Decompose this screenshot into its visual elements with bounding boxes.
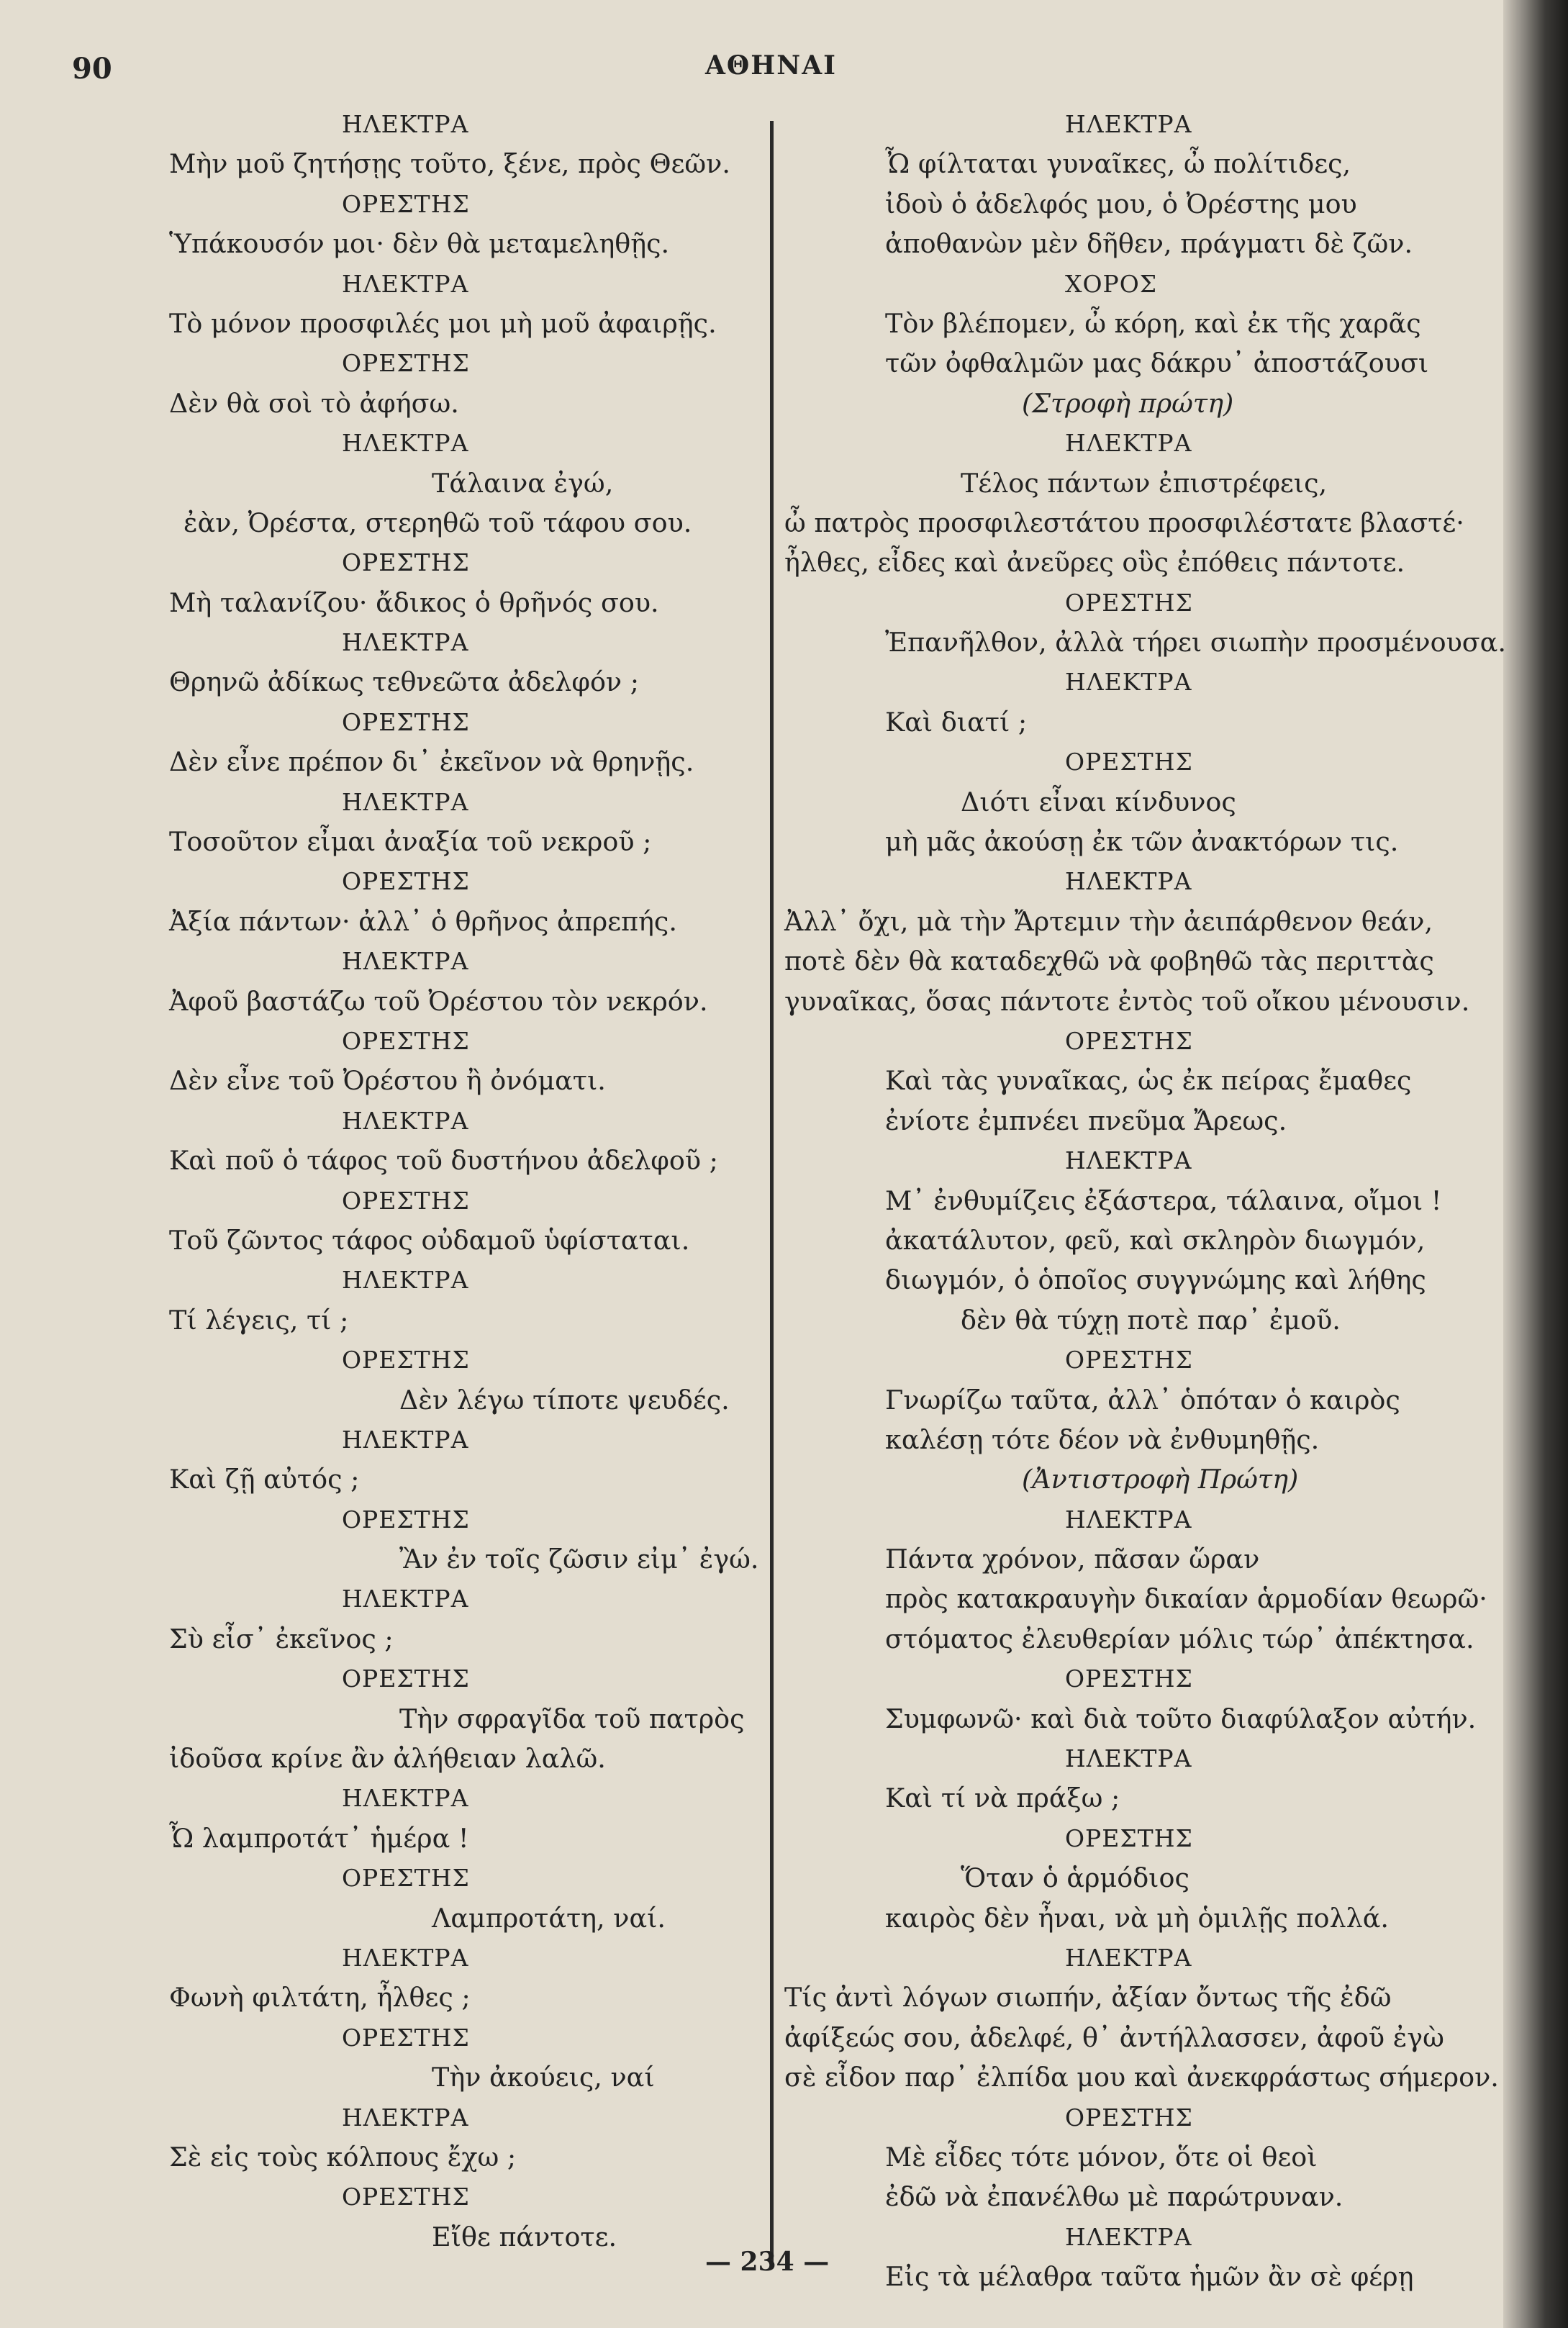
verse-line: Μ᾽ ἐνθυμίζεις ἐξάστερα, τάλαινα, οἴμοι !	[885, 1185, 1442, 1216]
speaker-label: ΟΡΕΣΤΗΣ	[1065, 588, 1193, 617]
speaker-label: ΟΡΕΣΤΗΣ	[342, 1665, 470, 1693]
verse-line: Πάντα χρόνον, πᾶσαν ὥραν	[885, 1544, 1260, 1575]
verse-line: Δὲν εἶνε τοῦ Ὀρέστου ἢ ὀνόματι.	[169, 1065, 606, 1097]
verse-line: Εἴθε πάντοτε.	[432, 2221, 617, 2252]
verse-line: Ὦ λαμπροτάτ᾽ ἡμέρα !	[169, 1822, 469, 1854]
verse-line: ἰδοὺ ὁ ἀδελφός μου, ὁ Ὀρέστης μου	[885, 188, 1357, 219]
verse-line: ἀκατάλυτον, φεῦ, καὶ σκληρὸν διωγμόν,	[885, 1224, 1426, 1256]
verse-line: σὲ εἶδον παρ᾽ ἐλπίδα μου καὶ ἀνεκφράστως σήμερον.	[784, 2062, 1499, 2093]
verse-line: Ἀξία πάντων· ἀλλ᾽ ὁ θρῆνος ἀπρεπής.	[169, 905, 677, 937]
verse-line: Λαμπροτάτη, ναί.	[432, 1902, 666, 1934]
speaker-label: ΟΡΕΣΤΗΣ	[342, 1505, 470, 1534]
speaker-label: ΗΛΕΚΤΡΑ	[1065, 2222, 1192, 2251]
verse-line: Καὶ ζῇ αὐτός ;	[169, 1464, 360, 1495]
running-head: ΑΘΗΝΑΙ	[705, 50, 837, 81]
speaker-label: ΟΡΕΣΤΗΣ	[342, 1864, 470, 1893]
verse-line: Μὲ εἶδες τότε μόνον, ὅτε οἱ θεοὶ	[885, 2141, 1318, 2173]
speaker-label: ΗΛΕΚΤΡΑ	[1065, 867, 1192, 896]
speaker-label: ΗΛΕΚΤΡΑ	[342, 110, 469, 138]
verse-line: Εἰς τὰ μέλαθρα ταῦτα ἡμῶν ἂν σὲ φέρῃ	[885, 2261, 1414, 2293]
verse-line: Καὶ τί νὰ πράξω ;	[885, 1783, 1120, 1814]
verse-line: ὦ πατρὸς προσφιλεστάτου προσφιλέστατε βλαστέ·	[784, 507, 1464, 538]
verse-line: Τὴν σφραγῖδα τοῦ πατρὸς	[399, 1703, 745, 1734]
page-number: 90	[72, 52, 112, 86]
speaker-label: ΗΛΕΚΤΡΑ	[1065, 1146, 1192, 1175]
speaker-label: ΗΛΕΚΤΡΑ	[1065, 1505, 1192, 1534]
verse-line: Δὲν θὰ σοὶ τὸ ἀφήσω.	[169, 387, 459, 419]
verse-line: ἰδοῦσα κρίνε ἂν ἀλήθειαν λαλῶ.	[169, 1743, 606, 1775]
verse-line: ἀφίξεώς σου, ἀδελφέ, θ᾽ ἀντήλλασσεν, ἀφοῦ ἐγὼ	[784, 2021, 1444, 2053]
speaker-label: ΗΛΕΚΤΡΑ	[342, 1425, 469, 1454]
speaker-label: ΗΛΕΚΤΡΑ	[1065, 1744, 1192, 1773]
speaker-label: ΟΡΕΣΤΗΣ	[1065, 748, 1193, 776]
verse-line: ἐδῶ νὰ ἐπανέλθω μὲ παρώτρυναν.	[885, 2181, 1343, 2213]
speaker-label: ΗΛΕΚΤΡΑ	[342, 1585, 469, 1613]
verse-line: Δὲν εἶνε πρέπον δι᾽ ἐκεῖνον νὰ θρηνῇς.	[169, 746, 694, 778]
speaker-label: ΟΡΕΣΤΗΣ	[342, 867, 470, 896]
verse-line: γυναῖκας, ὅσας πάντοτε ἐντὸς τοῦ οἴκου μένουσιν.	[784, 985, 1470, 1017]
verse-line: Τέλος πάντων ἐπιστρέφεις,	[961, 467, 1328, 499]
page-fold-shadow	[1503, 0, 1568, 2328]
speaker-label: ΗΛΕΚΤΡΑ	[342, 269, 469, 298]
right-column	[784, 104, 1506, 2296]
speaker-label: ΟΡΕΣΤΗΣ	[1065, 1346, 1193, 1374]
verse-line: καλέσῃ τότε δέον νὰ ἐνθυμηθῇς.	[885, 1423, 1320, 1455]
verse-line: ἀποθανὼν μὲν δῆθεν, πράγματι δὲ ζῶν.	[885, 228, 1413, 260]
verse-line: Θρηνῶ ἀδίκως τεθνεῶτα ἀδελφόν ;	[169, 666, 640, 698]
speaker-label: ΧΟΡΟΣ	[1065, 269, 1158, 298]
speaker-label: ΟΡΕΣΤΗΣ	[342, 189, 470, 218]
verse-line: Διότι εἶναι κίνδυνος	[961, 786, 1236, 817]
verse-line: Ἀφοῦ βαστάζω τοῦ Ὀρέστου τὸν νεκρόν.	[169, 985, 708, 1017]
speaker-label: ΟΡΕΣΤΗΣ	[342, 1186, 470, 1215]
speaker-label: ΗΛΕΚΤΡΑ	[342, 1784, 469, 1813]
verse-line: Τὸ μόνον προσφιλές μοι μὴ μοῦ ἀφαιρῇς.	[169, 307, 717, 339]
verse-line: μὴ μᾶς ἀκούσῃ ἐκ τῶν ἀνακτόρων τις.	[885, 826, 1399, 858]
verse-line: ἐνίοτε ἐμπνέει πνεῦμα Ἄρεως.	[885, 1105, 1287, 1136]
verse-line: στόματος ἐλευθερίαν μόλις τώρ᾽ ἀπέκτησα.	[885, 1623, 1474, 1654]
verse-line: Τοσοῦτον εἶμαι ἀναξία τοῦ νεκροῦ ;	[169, 826, 652, 858]
left-column	[162, 104, 766, 2257]
column-divider	[770, 121, 774, 2265]
verse-line: Σὲ εἰς τοὺς κόλπους ἔχω ;	[169, 2141, 517, 2173]
folio: — 234 —	[705, 2247, 830, 2277]
verse-line: διωγμόν, ὁ ὁποῖος συγγνώμης καὶ λήθης	[885, 1264, 1426, 1296]
verse-line: πρὸς κατακραυγὴν δικαίαν ἁρμοδίαν θεωρῶ·	[885, 1583, 1487, 1615]
speaker-label: ΗΛΕΚΤΡΑ	[342, 787, 469, 816]
verse-line: Ὅταν ὁ ἁρμόδιος	[961, 1862, 1189, 1894]
verse-line: Τί λέγεις, τί ;	[169, 1304, 349, 1336]
verse-line: Δὲν λέγω τίποτε ψευδές.	[399, 1384, 730, 1416]
speaker-label: ΗΛΕΚΤΡΑ	[342, 429, 469, 458]
speaker-label: ΟΡΕΣΤΗΣ	[342, 707, 470, 736]
verse-line: ποτὲ δὲν θὰ καταδεχθῶ νὰ φοβηθῶ τὰς περιττὰς	[784, 946, 1434, 977]
speaker-label: ΟΡΕΣΤΗΣ	[342, 1346, 470, 1374]
speaker-label: ΟΡΕΣΤΗΣ	[1065, 2103, 1193, 2132]
speaker-label: ΗΛΕΚΤΡΑ	[342, 1266, 469, 1295]
speaker-label: ΗΛΕΚΤΡΑ	[1065, 668, 1192, 697]
stage-direction: (Ἀντιστροφὴ Πρώτη)	[1022, 1464, 1299, 1495]
speaker-label: ΟΡΕΣΤΗΣ	[1065, 1026, 1193, 1055]
speaker-label: ΟΡΕΣΤΗΣ	[342, 2023, 470, 2052]
verse-line: Μὴ ταλανίζου· ἄδικος ὁ θρῆνός σου.	[169, 586, 659, 618]
speaker-label: ΗΛΕΚΤΡΑ	[342, 1106, 469, 1135]
speaker-label: ΟΡΕΣΤΗΣ	[342, 349, 470, 378]
speaker-label: ΗΛΕΚΤΡΑ	[1065, 1943, 1192, 1972]
verse-line: Μὴν μοῦ ζητήσῃς τοῦτο, ξένε, πρὸς Θεῶν.	[169, 148, 730, 180]
speaker-label: ΗΛΕΚΤΡΑ	[342, 947, 469, 976]
speaker-label: ΗΛΕΚΤΡΑ	[342, 1943, 469, 1972]
speaker-label: ΗΛΕΚΤΡΑ	[1065, 110, 1192, 138]
verse-line: Καὶ ποῦ ὁ τάφος τοῦ δυστήνου ἀδελφοῦ ;	[169, 1145, 718, 1177]
speaker-label: ΗΛΕΚΤΡΑ	[1065, 429, 1192, 458]
verse-line: Φωνὴ φιλτάτη, ἦλθες ;	[169, 1982, 471, 2014]
speaker-label: ΟΡΕΣΤΗΣ	[342, 548, 470, 577]
verse-line: τῶν ὀφθαλμῶν μας δάκρυ᾽ ἀποστάζουσι	[885, 348, 1429, 379]
verse-line: καιρὸς δὲν ἦναι, νὰ μὴ ὁμιλῇς πολλά.	[885, 1902, 1389, 1934]
verse-line: ἦλθες, εἶδες καὶ ἀνεῦρες οὓς ἐπόθεις πάντοτε.	[784, 547, 1405, 579]
stage-direction: (Στροφὴ πρώτη)	[1022, 387, 1234, 419]
verse-line: Ὑπάκουσόν μοι· δὲν θὰ μεταμεληθῇς.	[169, 228, 670, 260]
verse-line: Ἂν ἐν τοῖς ζῶσιν εἰμ᾽ ἐγώ.	[399, 1544, 759, 1575]
speaker-label: ΟΡΕΣΤΗΣ	[1065, 1665, 1193, 1693]
speaker-label: ΗΛΕΚΤΡΑ	[342, 628, 469, 657]
verse-line: Γνωρίζω ταῦτα, ἀλλ᾽ ὁπόταν ὁ καιρὸς	[885, 1384, 1400, 1416]
verse-line: ἐὰν, Ὀρέστα, στερηθῶ τοῦ τάφου σου.	[183, 507, 692, 538]
verse-line: δὲν θὰ τύχῃ ποτὲ παρ᾽ ἐμοῦ.	[961, 1304, 1341, 1336]
verse-line: Τοῦ ζῶντος τάφος οὐδαμοῦ ὑφίσταται.	[169, 1224, 690, 1256]
verse-line: Τὴν ἀκούεις, ναί	[432, 2062, 655, 2093]
verse-line: Ὦ φίλταται γυναῖκες, ὦ πολίτιδες,	[885, 148, 1351, 180]
speaker-label: ΟΡΕΣΤΗΣ	[342, 1026, 470, 1055]
speaker-label: ΗΛΕΚΤΡΑ	[342, 2103, 469, 2132]
verse-line: Ἀλλ᾽ ὄχι, μὰ τὴν Ἄρτεμιν τὴν ἀειπάρθενον θεάν,	[784, 905, 1433, 937]
verse-line: Σὺ εἶσ᾽ ἐκεῖνος ;	[169, 1623, 394, 1654]
verse-line: Τάλαινα ἐγώ,	[432, 467, 614, 499]
verse-line: Τὸν βλέπομεν, ὦ κόρη, καὶ ἐκ τῆς χαρᾶς	[885, 307, 1421, 339]
verse-line: Ἐπανῆλθον, ἀλλὰ τήρει σιωπὴν προσμένουσα.	[885, 627, 1506, 658]
verse-line: Συμφωνῶ· καὶ διὰ τοῦτο διαφύλαξον αὐτήν.	[885, 1703, 1477, 1734]
speaker-label: ΟΡΕΣΤΗΣ	[1065, 1824, 1193, 1852]
verse-line: Καὶ διατί ;	[885, 706, 1028, 738]
verse-line: Τίς ἀντὶ λόγων σιωπήν, ἀξίαν ὄντως τῆς ἐδῶ	[784, 1982, 1392, 2014]
verse-line: Καὶ τὰς γυναῖκας, ὡς ἐκ πείρας ἔμαθες	[885, 1065, 1412, 1097]
speaker-label: ΟΡΕΣΤΗΣ	[342, 2183, 470, 2211]
